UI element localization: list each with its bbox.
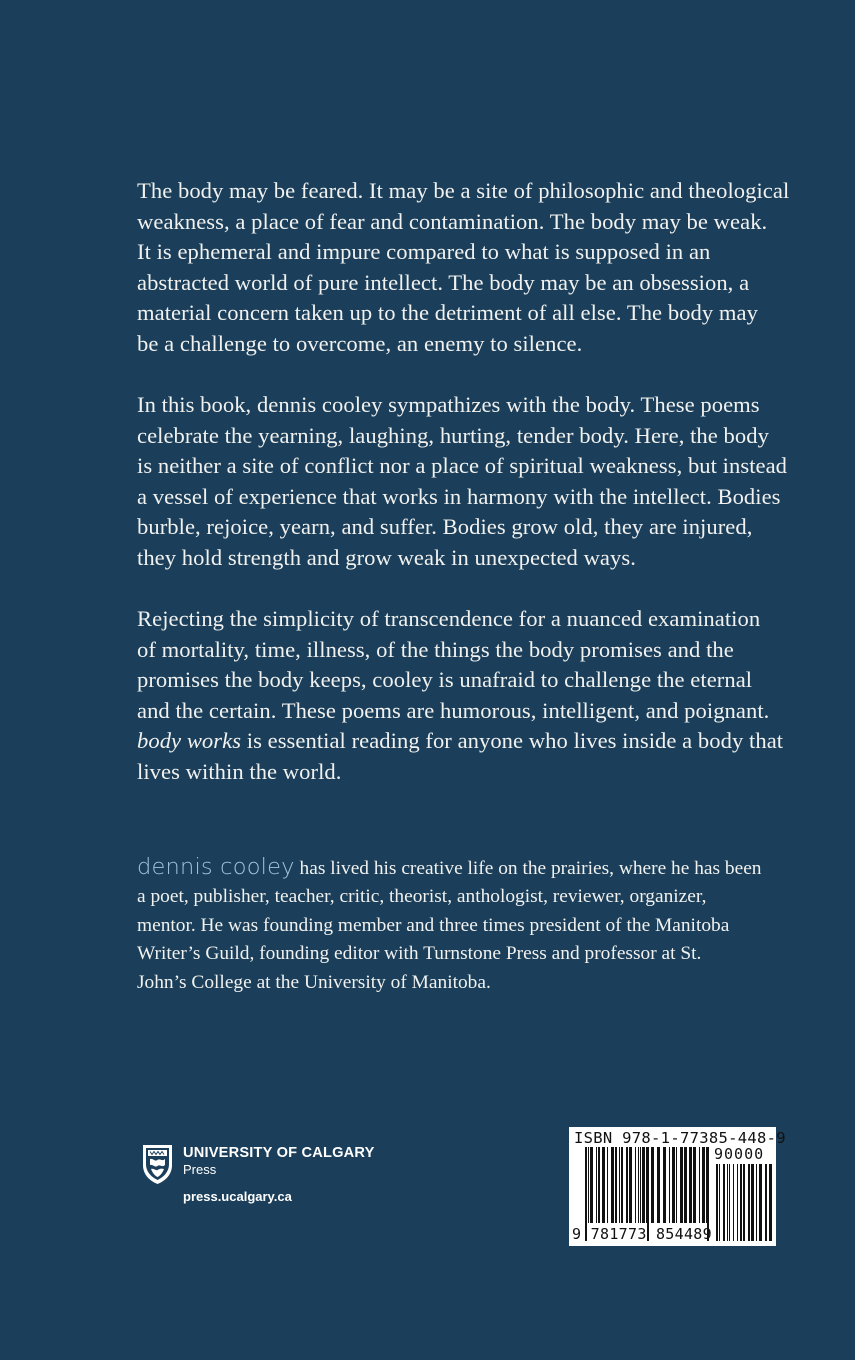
barcode-bar <box>699 1147 700 1223</box>
blurb-line <box>137 726 787 757</box>
barcode-bar <box>743 1164 745 1241</box>
barcode-bar <box>723 1164 725 1241</box>
barcode-bar <box>759 1164 762 1241</box>
publisher-press-label: Press <box>183 1162 217 1177</box>
barcode-bar <box>684 1147 687 1223</box>
blurb-line: a vessel of experience that works in harmony with the intellect. Bodies <box>137 483 781 509</box>
barcode-bar <box>748 1164 750 1241</box>
author-name: dennis cooley <box>137 854 295 880</box>
isbn-number: ISBN 978-1-77385-448-9 <box>574 1129 786 1147</box>
barcode-bar <box>751 1164 754 1241</box>
bio-line: mentor. He was founding member and three times president of the Manitoba <box>137 914 730 936</box>
blurb-line: material concern taken up to the detriment of all else. The body may <box>137 300 758 326</box>
barcode-bar <box>598 1147 600 1223</box>
blurb-line: and the certain. These poems are humorous, intelligent, and poignant. <box>137 697 770 723</box>
barcode-bar <box>737 1164 738 1241</box>
blurb-paragraph-1 <box>137 176 790 360</box>
blurb-line: weakness, a place of fear and contamination. The body may be weak. <box>137 208 768 234</box>
blurb-line: Rejecting the simplicity of transcendence for a nuanced examination <box>137 605 761 631</box>
barcode-bar <box>765 1164 767 1241</box>
barcode-bar <box>651 1147 654 1223</box>
publisher-name: UNIVERSITY OF CALGARY <box>183 1145 375 1161</box>
isbn-barcode <box>569 1127 786 1246</box>
barcode-bar <box>611 1147 614 1223</box>
blurb-line: celebrate the yearning, laughing, hurting, tender body. Here, the body <box>137 422 769 448</box>
university-crest-icon <box>141 1143 174 1185</box>
barcode-bar <box>669 1147 670 1223</box>
publisher-logo-block <box>141 1140 401 1220</box>
bio-line <box>137 853 787 883</box>
bio-line: Writer’s Guild, founding editor with Turnstone Press and professor at St. <box>137 943 702 965</box>
back-cover-blurb <box>137 176 790 787</box>
barcode-ean-digits: 9 781773 854489 <box>572 1225 712 1243</box>
barcode-bar <box>657 1147 660 1223</box>
barcode-bar <box>676 1147 677 1223</box>
blurb-line-rest: is essential reading for anyone who lives inside a body that <box>241 728 784 754</box>
barcode-bar <box>596 1147 597 1223</box>
barcode-bar <box>769 1164 772 1241</box>
blurb-line: be a challenge to overcome, an enemy to silence. <box>137 330 583 356</box>
barcode-bar <box>638 1147 639 1223</box>
barcode-bar <box>629 1147 632 1223</box>
barcode-addon-digits: 90000 <box>714 1145 765 1163</box>
barcode-bar <box>733 1164 734 1241</box>
blurb-paragraph-2 <box>137 390 787 574</box>
barcode-bar <box>702 1147 705 1223</box>
barcode-bar <box>621 1147 623 1223</box>
barcode-bar <box>693 1147 696 1223</box>
barcode-bar <box>729 1164 730 1241</box>
barcode-bar <box>689 1147 692 1223</box>
barcode-bar <box>640 1147 641 1223</box>
blurb-line: they hold strength and grow weak in unexpected ways. <box>137 544 636 570</box>
barcode-bar <box>663 1147 666 1223</box>
blurb-line: abstracted world of pure intellect. The body may be an obsession, a <box>137 269 750 295</box>
barcode-bar <box>626 1147 628 1223</box>
blurb-line: lives within the world. <box>137 758 342 784</box>
blurb-line: In this book, dennis cooley sympathizes with the body. These poems <box>137 391 760 417</box>
barcode-bar <box>672 1147 675 1223</box>
barcode-bar <box>740 1164 742 1241</box>
barcode-bar <box>615 1147 617 1223</box>
barcode-bar <box>590 1147 593 1223</box>
barcode-bar <box>588 1147 589 1223</box>
barcode-bar <box>642 1147 645 1223</box>
author-bio <box>137 853 787 997</box>
barcode-bar <box>607 1147 608 1223</box>
barcode-bar <box>680 1147 683 1223</box>
blurb-line: The body may be feared. It may be a site of philosophic and theological <box>137 178 790 203</box>
blurb-line: is neither a site of conflict nor a place of spiritual weakness, but instead <box>137 453 788 479</box>
barcode-bar <box>719 1164 720 1241</box>
blurb-line: promises the body keeps, cooley is unafraid to challenge the eternal <box>137 667 753 693</box>
barcode-bar <box>756 1164 757 1241</box>
book-title: body works <box>137 728 242 754</box>
barcode-bar <box>716 1164 718 1241</box>
barcode-bar <box>727 1164 728 1241</box>
bio-line: John’s College at the University of Manitoba. <box>137 971 491 993</box>
barcode-bar <box>635 1147 636 1223</box>
barcode-bar <box>602 1147 605 1223</box>
blurb-line: It is ephemeral and impure compared to what is supposed in an <box>137 239 711 265</box>
barcode-addon-bars <box>716 1164 772 1241</box>
barcode-bar <box>619 1147 620 1223</box>
blurb-line: burble, rejoice, yearn, and suffer. Bodies grow old, they are injured, <box>137 514 753 540</box>
bio-line-rest: has lived his creative life on the prairies, where he has been <box>294 858 762 879</box>
publisher-url: press.ucalgary.ca <box>183 1189 292 1204</box>
bio-line: a poet, publisher, teacher, critic, theorist, anthologist, reviewer, organizer, <box>137 886 707 908</box>
blurb-paragraph-3 <box>137 604 787 788</box>
blurb-line: of mortality, time, illness, of the things the body promises and the <box>137 636 734 662</box>
